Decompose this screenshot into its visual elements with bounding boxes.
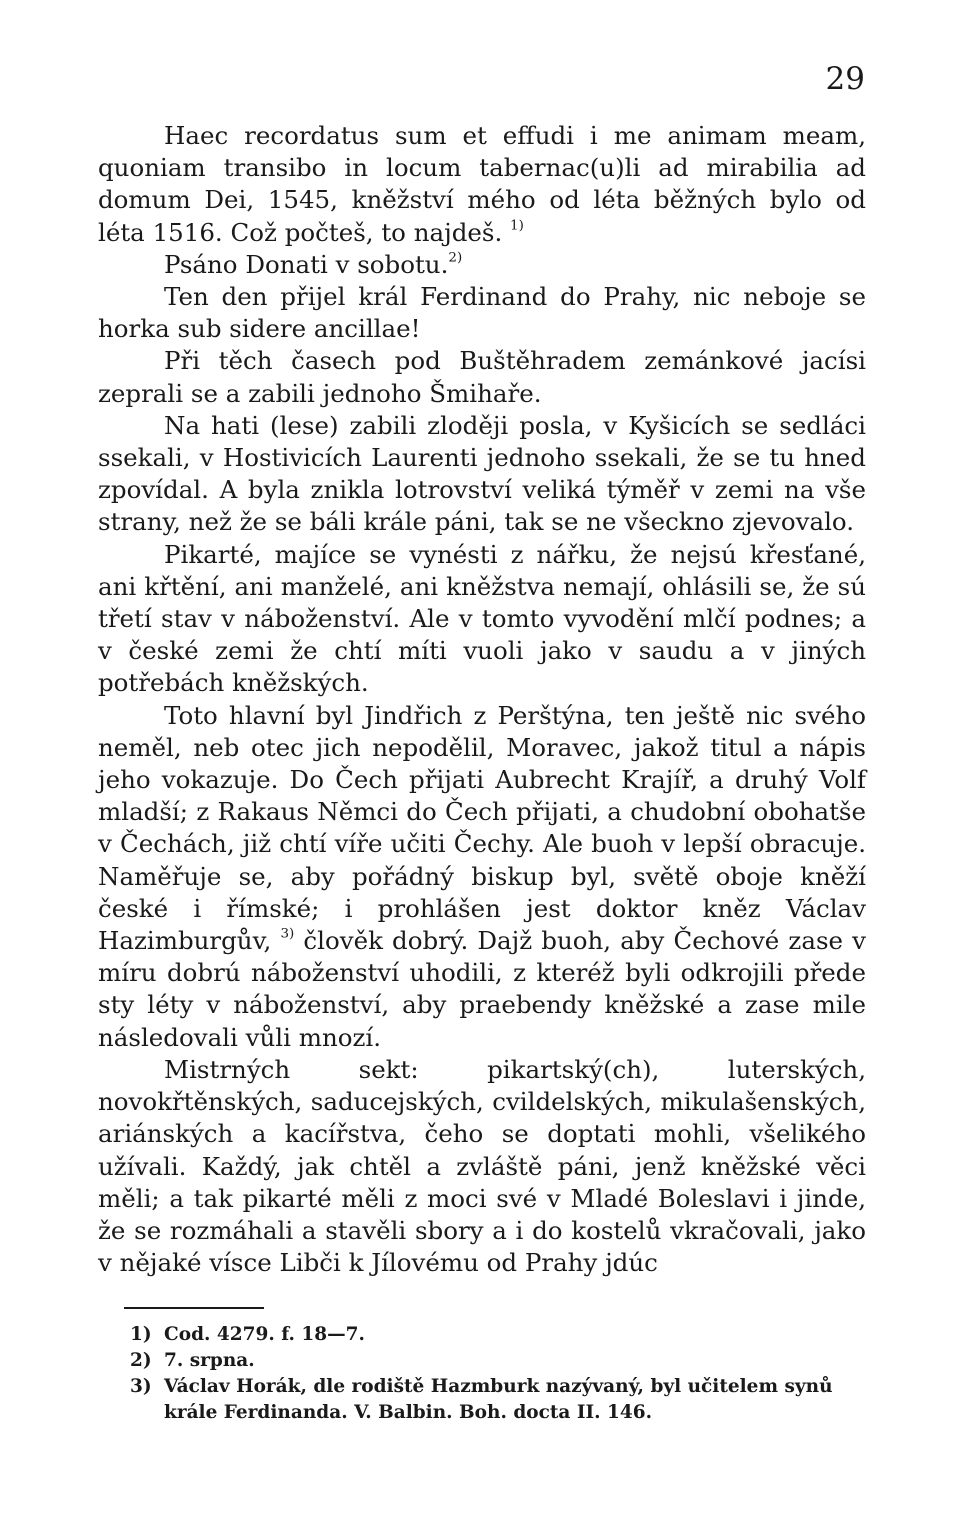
paragraph: Pikarté, majíce se vynésti z nářku, že nejsú křesťané, ani křtění, ani manželé, ani kněžstva nemají, ohlásili se, že sú třetí stav v náboženství. Ale v tomto vyvodění mlčí podnes; a v české zemi že chtí míti vuoli jako v saudu a v jiných potřebách kněžských.: [98, 539, 866, 698]
footnote-reference: 1): [510, 217, 524, 234]
footnotes: [130, 1322, 866, 1426]
footnote-marker: 1): [130, 1324, 152, 1345]
footnote-text: Václav Horák, dle rodiště Hazmburk nazývaný, byl učitelem synů krále Ferdinanda. V. Balbin. Boh. docta II. 146.: [164, 1376, 833, 1423]
footnote: [130, 1348, 866, 1374]
paragraph: [98, 700, 866, 1054]
footnote-text: Cod. 4279. f. 18—7.: [164, 1324, 365, 1345]
footnote: [130, 1374, 866, 1426]
paragraph-text: Toto hlavní byl Jindřich z Perštýna, ten ještě nic svého neměl, neb otec jich nepodělil, Moravec, jakož titul a nápis jeho vokazuje. Do Čech přijati Aubrecht Krajíř, a druhý Volf mladší; z Rakaus Němci do Čech přijati, a chudobní obohatše v Čechách, již chtí víře učiti Čechy. Ale buoh v lepší obracuje. Naměřuje se, aby pořádný biskup byl, světě oboje kněží české i římské; i prohlášen jest doktor kněz Václav Hazimburgův,: [98, 700, 866, 956]
paragraph: [98, 249, 866, 281]
page-number: 29: [825, 61, 865, 97]
paragraph: Mistrných sekt: pikartský(ch), luterských, novokřtěnských, saducejských, cvildelských, mikulašenských, ariánských a kacířstva, čeho se doptati mohli, všelikého užívali. Každý, jak chtěl a zvláště páni, jenž kněžské věci měli; a tak pikarté měli z moci své v Mladé Boleslavi i jinde, že se rozmáhali a stavěli sbory a i do kostelů vkračovali, jako v nějaké vísce Libči k Jílovému od Prahy jdúc: [98, 1054, 866, 1278]
paragraph-text-continued: člověk dobrý. Dajž buoh, aby Čechové zase v míru dobrú náboženství uhodili, z kteréž byli odkrojili přede sty léty v náboženství, aby praebendy kněžské a zase mile následovali vůli mnozí.: [98, 926, 866, 1052]
paragraph: Na hati (lese) zabili zloději posla, v Kyšicích se sedláci ssekali, v Hostivicích Laurenti jednoho ssekali, že se tu hned zpovídal. A byla znikla lotrovství veliká týměř v zemi na vše strany, než že se báli krále páni, tak se ne všeckno zjevovalo.: [98, 410, 866, 537]
footnote-reference: 3): [280, 925, 295, 942]
footnote-separator: [124, 1307, 264, 1309]
footnote-reference: 2): [448, 249, 463, 266]
main-text: [98, 120, 866, 1279]
paragraph: Při těch časech pod Buštěhradem zemánkové jacísi zeprali se a zabili jednoho Šmihaře.: [98, 346, 866, 408]
footnote-marker: 2): [130, 1350, 152, 1371]
paragraph: Ten den přijel král Ferdinand do Prahy, nic neboje se horka sub sidere ancillae!: [98, 282, 866, 344]
paragraph: [98, 120, 866, 249]
footnote: [130, 1322, 866, 1348]
paragraph-text: Haec recordatus sum et effudi i me animam meam, quoniam transibo in locum tabernac(u)li ad mirabilia ad domum Dei, 1545, kněžství mého od léta běžných bylo od léta 1516. Což počteš, to najdeš.: [98, 121, 866, 247]
footnote-marker: 3): [130, 1376, 152, 1397]
paragraph-text: Psáno Donati v sobotu.: [164, 249, 449, 279]
footnote-text: 7. srpna.: [164, 1350, 255, 1371]
